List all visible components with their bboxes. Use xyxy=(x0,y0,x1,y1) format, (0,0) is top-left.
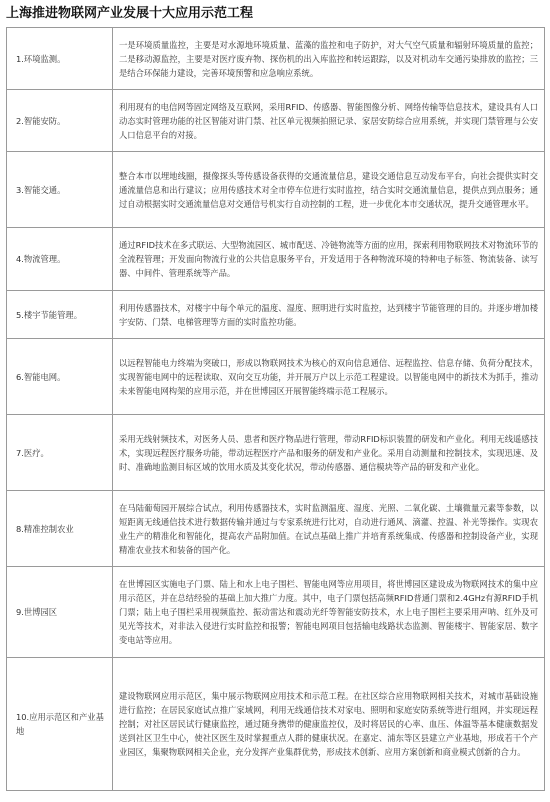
project-name: 1.环境监测。 xyxy=(7,28,113,90)
table-row xyxy=(7,491,545,567)
project-name: 3.智能交通。 xyxy=(7,152,113,228)
project-description: 利用现有的电信网等固定网络及互联网，采用RFID、传感器、智能图像分析、网络传输等信息技术，建设具有人口动态实时管理功能的社区智能对讲门禁、社区单元视频拍照记录、家居安防综合应用系统，并实现门禁管理与公安人口信息平台的对接。 xyxy=(113,90,545,152)
project-description: 在马陆葡萄园开展综合试点，利用传感器技术，实时监测温度、湿度、光照、二氧化碳、土壤微量元素等参数，以短距离无线通信技术进行数据传输并通过与专家系统进行比对，自动进行通风、滴灌、控温、补光等操作。实现农业生产的精准化和智能化，提高农产品附加值。在试点基础上推广并培育系统集成、传感器和控制设备产业，实现精准农业技术和装备的国产化。 xyxy=(113,491,545,567)
project-description: 利用传感器技术，对楼宇中每个单元的温度、湿度、照明进行实时监控，达到楼宇节能管理的目的。并逐步增加楼宇安防、门禁、电梯管理等方面的实时监控功能。 xyxy=(113,291,545,339)
project-description: 一是环境质量监控，主要是对水源地环境质量、蓝藻的监控和电子防护，对大气空气质量和辐射环境质量的监控；二是移动源监控，主要是对医疗废弃物、探伤机的出入库监控和转运跟踪，以及对机动车交通污染排放的监控；三是结合环保能力建设，完善环境预警和应急响应系统。 xyxy=(113,28,545,90)
table-row xyxy=(7,658,545,791)
table-row xyxy=(7,90,545,152)
table-row xyxy=(7,152,545,228)
table-row xyxy=(7,567,545,658)
table-row xyxy=(7,339,545,415)
project-description: 通过RFID技术在多式联运、大型物流园区、城市配送、冷链物流等方面的应用，探索利用物联网技术对物流环节的全流程管理；开发面向物流行业的公共信息服务平台，开发适用于各种物流环境的特种电子标签、物流装备、读写器、中间件、管理系统等产品。 xyxy=(113,228,545,291)
project-name: 9.世博园区 xyxy=(7,567,113,658)
project-name: 6.智能电网。 xyxy=(7,339,113,415)
table-row xyxy=(7,228,545,291)
table-row xyxy=(7,415,545,491)
project-description: 在世博园区实施电子门票、陆上和水上电子围栏、智能电网等应用项目，将世博园区建设成为物联网技术的集中应用示范区，并在总结经验的基础上加大推广力度。其中，电子门票包括高频RFID普通门票和2.4GHz有源RFID手机门票；陆上电子围栏采用视频监控、振动雷达和震动光纤等智能安防技术，水上电子围栏主要采用声呐、红外及可见光等技术，对非法入侵进行实时监控和报警；智能电网项目包括输电线路状态监测、智能楼宇、智能家居、数字变电站等应用。 xyxy=(113,567,545,658)
project-name: 8.精准控制农业 xyxy=(7,491,113,567)
project-name: 10.应用示范区和产业基地 xyxy=(7,658,113,791)
table-row xyxy=(7,291,545,339)
project-name: 2.智能安防。 xyxy=(7,90,113,152)
project-description: 整合本市以埋地线圈，摄像探头等传感设备获得的交通流量信息，建设交通信息互动发布平台，向社会提供实时交通流量信息和出行建议；应用传感技术对全市停车位进行实时监控，结合实时交通流量信息，提供点到点服务；通过自动根据实时交通流量信息对交通信号机实行自动控制的工程，进一步优化本市交通状况，提升交通管理水平。 xyxy=(113,152,545,228)
project-name: 5.楼宇节能管理。 xyxy=(7,291,113,339)
project-name: 4.物流管理。 xyxy=(7,228,113,291)
projects-table xyxy=(6,27,545,791)
project-description: 采用无线射频技术，对医务人员、患者和医疗物品进行管理，带动RFID标识装置的研发和产业化。利用无线遥感技术，实现远程医疗服务功能，带动远程医疗产品和服务的研发和产业化。采用自动测量和控制技术，实现迅速、及时、准确地监测目标区域的饮用水质及其变化状况，带动传感器、通信模块等产品的研发和产业化。 xyxy=(113,415,545,491)
project-description: 建设物联网应用示范区，集中展示物联网应用技术和示范工程。在社区综合应用物联网相关技术，对城市基础设施进行监控；在居民家庭试点推广家域网，利用无线通信技术对家电、照明和家庭安防系统等进行组网，并实现远程控制；对社区居民试行健康监控，通过随身携带的健康监控仪，及时将居民的心率、血压、体温等基本健康数据发送到社区卫生中心，使社区医生及时掌握重点人群的健康状况。在嘉定、浦东等区县建立产业基地，形成若干个产业园区，集聚物联网相关企业，充分发挥产业集群优势，形成技术创新、应用方案创新和商业模式创新的合力。 xyxy=(113,658,545,791)
table-row xyxy=(7,28,545,90)
page-title: 上海推进物联网产业发展十大应用示范工程 xyxy=(6,6,254,21)
project-description: 以远程智能电力终端为突破口，形成以物联网技术为核心的双向信息通信、远程监控、信息存储、负荷分配技术，实现智能电网中的远程读取、双向交互功能，并开展万户以上示范工程建设。以智能电网中的新技术为抓手，推动未来智能电网构架的应用示范，并在世博园区开展智能终端示范工程展示。 xyxy=(113,339,545,415)
project-name: 7.医疗。 xyxy=(7,415,113,491)
